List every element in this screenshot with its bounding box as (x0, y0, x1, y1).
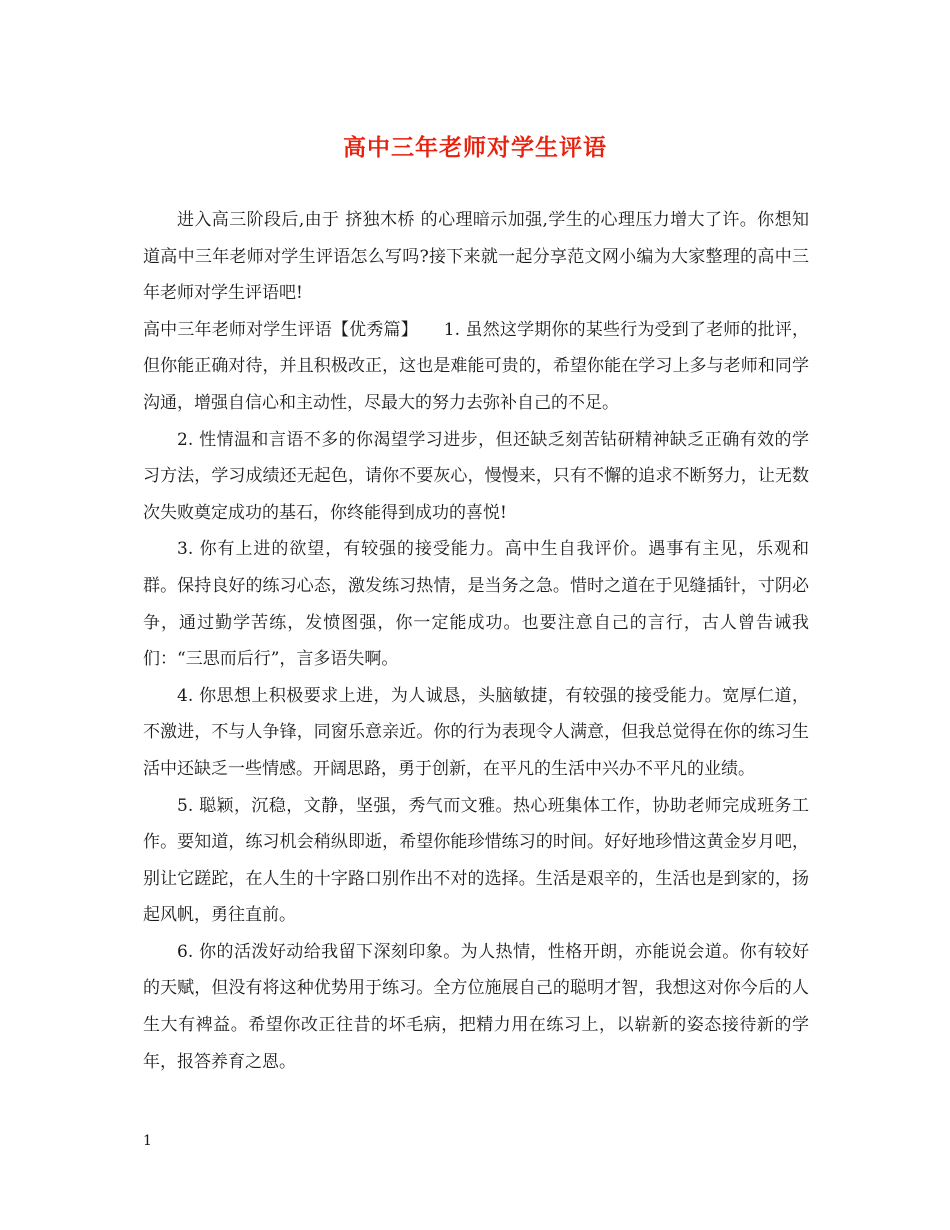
comment-paragraph-3: 3. 你有上进的欲望，有较强的接受能力。高中生自我评价。遇事有主见，乐观和群。保持良好的练习心态，激发练习热情，是当务之急。惜时之道在于见缝插针，寸阴必争，通过勤学苦练，发愤图强，你一定能成功。也要注意自己的言行，古人曾告诫我们：“三思而后行”，言多语失啊。 (143, 539, 809, 670)
comment-paragraph-6: 6. 你的活泼好动给我留下深刻印象。为人热情，性格开朗，亦能说会道。你有较好的天赋，但没有将这种优势用于练习。全方位施展自己的聪明才智，我想这对你今后的人生大有裨益。希望你改正往昔的坏毛病，把精力用在练习上，以崭新的姿态接待新的学年，报答养育之恩。 (143, 941, 809, 1072)
comment-paragraph-4: 4. 你思想上积极要求上进，为人诚恳，头脑敏捷，有较强的接受能力。宽厚仁道，不激进，不与人争锋，同窗乐意亲近。你的行为表现令人满意，但我总觉得在你的练习生活中还缺乏一些情感。开阔思路，勇于创新，在平凡的生活中兴办不平凡的业绩。 (143, 685, 809, 779)
comment-paragraph-2: 2. 性情温和言语不多的你渴望学习进步，但还缺乏刻苦钻研精神缺乏正确有效的学习方法，学习成绩还无起色，请你不要灰心，慢慢来，只有不懈的追求不断努力，让无数次失败奠定成功的基石，你终能得到成功的喜悦! (143, 429, 809, 523)
comment-paragraph-5: 5. 聪颖，沉稳，文静，坚强，秀气而文雅。热心班集体工作，协助老师完成班务工作。要知道，练习机会稍纵即逝，希望你能珍惜练习的时间。好好地珍惜这黄金岁月吧，别让它蹉跎，在人生的十字路口别作出不对的选择。生活是艰辛的，生活也是到家的，扬起风帆，勇往直前。 (143, 795, 809, 926)
document-body (143, 202, 809, 1080)
intro-paragraph: 进入高三阶段后,由于 挤独木桥 的心理暗示加强,学生的心理压力增大了许。你想知道高中三年老师对学生评语怎么写吗?接下来就一起分享范文网小编为大家整理的高中三年老师对学生评语吧! (143, 210, 809, 304)
document-title: 高中三年老师对学生评语 (343, 134, 607, 161)
section-heading-paragraph: 高中三年老师对学生评语【优秀篇】 1. 虽然这学期你的某些行为受到了老师的批评，但你能正确对待，并且积极改正，这也是难能可贵的，希望你能在学习上多与老师和同学沟通，增强自信心和主动性，尽最大的努力去弥补自己的不足。 (143, 319, 809, 413)
page-number: 1 (143, 1133, 152, 1149)
